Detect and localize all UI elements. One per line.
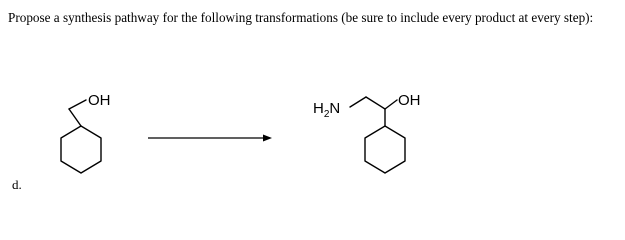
product-amine-label (313, 100, 340, 120)
part-label: d. (12, 177, 22, 192)
right-arrow-icon (148, 135, 272, 142)
ring-to-ch2-bond (69, 109, 81, 126)
cyclohexane-ring (61, 126, 101, 173)
starting-material (61, 100, 101, 173)
ch2-to-oh-bond (69, 100, 86, 109)
amine-h: H (313, 100, 324, 117)
amine-n: N (329, 100, 341, 117)
cyclohexane-ring (365, 126, 405, 173)
amine-subscript: 2 (323, 109, 330, 120)
ch-to-ch2n-bond (366, 97, 385, 109)
starting-material-oh-label: OH (88, 92, 111, 109)
question-prompt: Propose a synthesis pathway for the following transformations (be sure to include every product at every step): (8, 10, 594, 25)
product (350, 97, 405, 173)
ch2-to-nh2-bond (350, 97, 366, 107)
ch-to-ch2o-bond (385, 100, 397, 109)
product-oh-label: OH (398, 92, 421, 109)
